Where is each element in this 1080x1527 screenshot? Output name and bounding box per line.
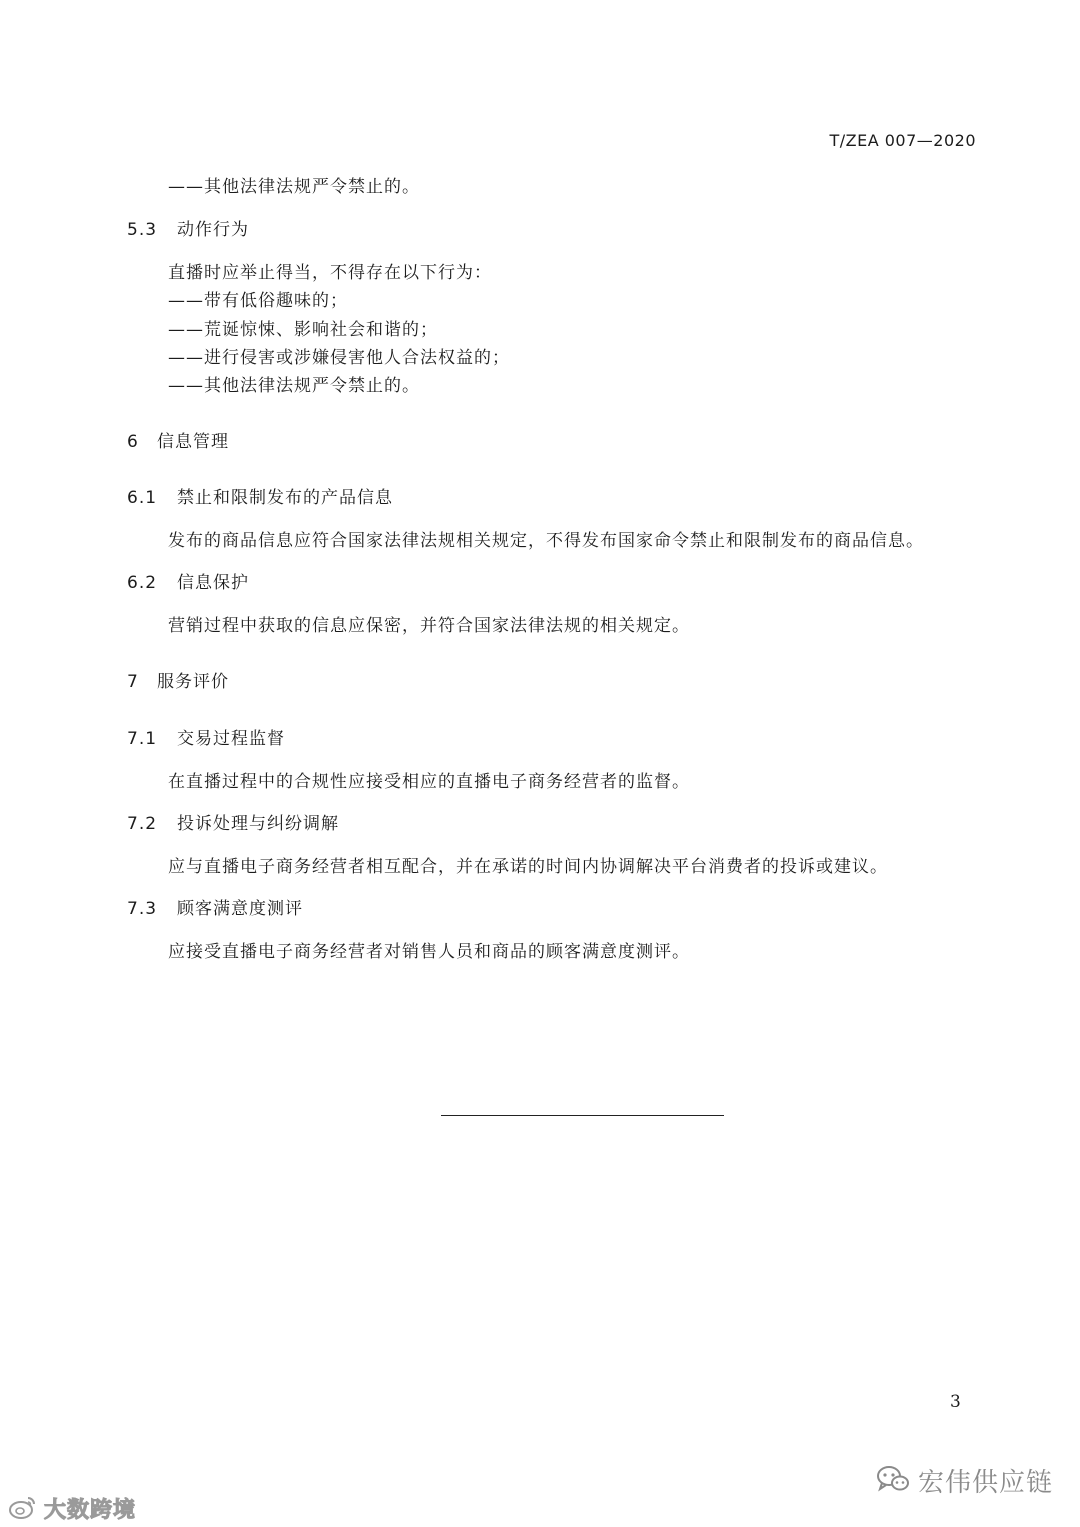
section-heading-7-2 bbox=[127, 814, 339, 834]
section-number: 7.1 bbox=[127, 729, 158, 749]
paragraph: 在直播过程中的合规性应接受相应的直播电子商务经营者的监督。 bbox=[168, 772, 690, 792]
section-title: 信息管理 bbox=[157, 432, 229, 452]
list-item: ——其他法律法规严令禁止的。 bbox=[168, 177, 420, 197]
end-of-document-rule bbox=[441, 1115, 724, 1116]
section-title: 信息保护 bbox=[177, 573, 249, 593]
watermark-right bbox=[876, 1462, 1053, 1499]
paragraph: 应接受直播电子商务经营者对销售人员和商品的顾客满意度测评。 bbox=[168, 942, 690, 962]
list-item: ——带有低俗趣味的； bbox=[168, 291, 348, 311]
section-number: 7 bbox=[127, 672, 139, 692]
watermark-right-text: 宏伟供应链 bbox=[918, 1468, 1054, 1498]
section-number: 6 bbox=[127, 432, 139, 452]
page-number: 3 bbox=[950, 1392, 961, 1412]
paragraph: 应与直播电子商务经营者相互配合，并在承诺的时间内协调解决平台消费者的投诉或建议。 bbox=[168, 857, 888, 877]
section-heading-6-2 bbox=[127, 573, 249, 593]
section-number: 5.3 bbox=[127, 220, 158, 240]
weibo-logo-icon bbox=[8, 1494, 38, 1524]
paragraph: 发布的商品信息应符合国家法律法规相关规定，不得发布国家命令禁止和限制发布的商品信息。 bbox=[168, 531, 924, 551]
section-title: 交易过程监督 bbox=[177, 729, 285, 749]
section-heading-7 bbox=[127, 672, 229, 692]
section-number: 7.3 bbox=[127, 899, 158, 919]
list-item: ——进行侵害或涉嫌侵害他人合法权益的； bbox=[168, 348, 510, 368]
section-title: 禁止和限制发布的产品信息 bbox=[177, 488, 393, 508]
section-number: 7.2 bbox=[127, 814, 158, 834]
list-item: ——荒诞惊悚、影响社会和谐的； bbox=[168, 320, 438, 340]
section-title: 顾客满意度测评 bbox=[177, 899, 303, 919]
section-number: 6.1 bbox=[127, 488, 158, 508]
section-heading-7-1 bbox=[127, 729, 285, 749]
section-title: 服务评价 bbox=[157, 672, 229, 692]
section-heading-7-3 bbox=[127, 899, 303, 919]
wechat-logo-icon bbox=[876, 1464, 910, 1498]
section-number: 6.2 bbox=[127, 573, 158, 593]
section-title: 投诉处理与纠纷调解 bbox=[177, 814, 339, 834]
paragraph: 直播时应举止得当，不得存在以下行为： bbox=[168, 263, 492, 283]
section-heading-6-1 bbox=[127, 488, 393, 508]
paragraph: 营销过程中获取的信息应保密，并符合国家法律法规的相关规定。 bbox=[168, 616, 690, 636]
watermark-left-text: 大数跨境 bbox=[44, 1498, 137, 1523]
section-heading-5-3 bbox=[127, 220, 249, 240]
list-item: ——其他法律法规严令禁止的。 bbox=[168, 376, 420, 396]
watermark-left bbox=[8, 1493, 136, 1524]
document-code: T/ZEA 007—2020 bbox=[829, 131, 976, 150]
section-title: 动作行为 bbox=[177, 220, 249, 240]
section-heading-6 bbox=[127, 432, 229, 452]
